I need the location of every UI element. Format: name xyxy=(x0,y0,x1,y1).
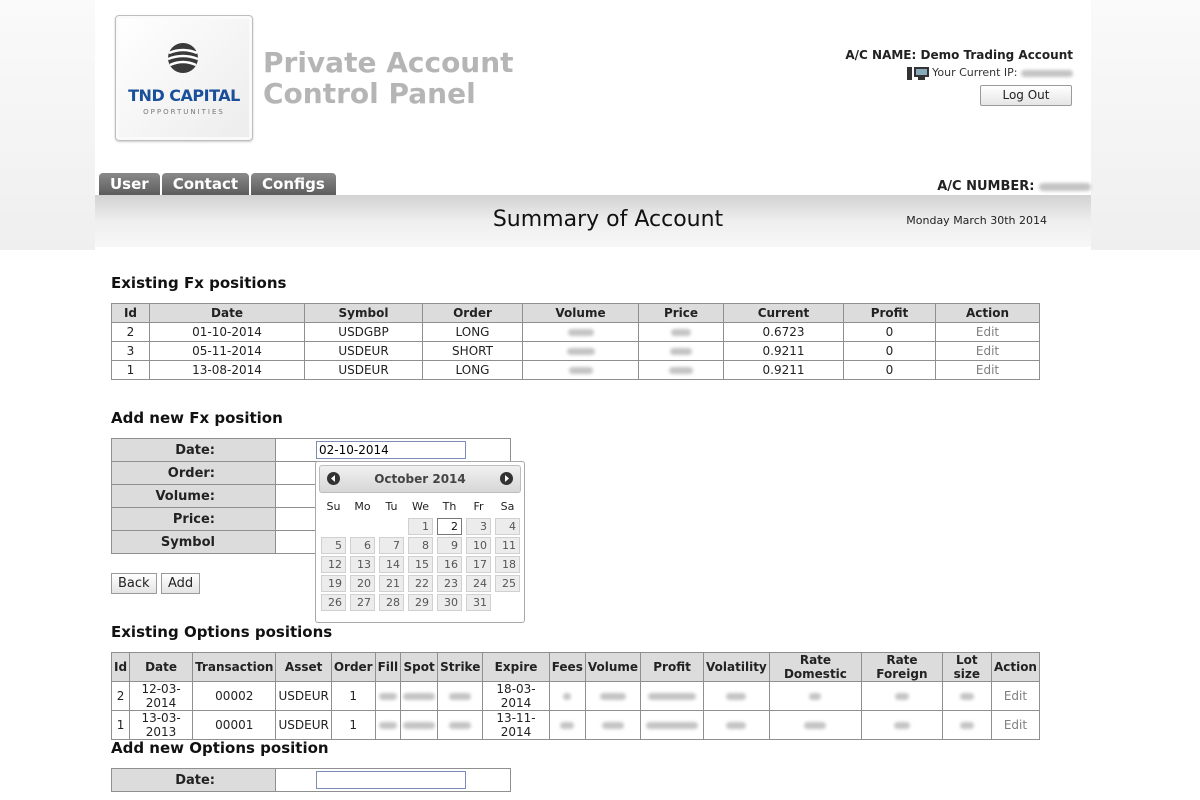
cell-redacted xyxy=(438,711,483,740)
options-date-label: Date: xyxy=(112,769,276,792)
cell-redacted xyxy=(375,682,401,711)
calendar-day[interactable]: 21 xyxy=(379,575,404,592)
datepicker-popup xyxy=(315,461,525,623)
col-expire: Expire xyxy=(483,653,549,682)
datepicker-month: October 2014 xyxy=(374,472,466,486)
calendar-day[interactable]: 28 xyxy=(379,594,404,611)
col-strike: Strike xyxy=(438,653,483,682)
cell-date: 05-11-2014 xyxy=(150,342,305,361)
col-rate-domestic: Rate Domestic xyxy=(769,653,861,682)
cell-redacted xyxy=(549,682,585,711)
calendar-day[interactable]: 20 xyxy=(350,575,375,592)
chevron-right-icon xyxy=(503,475,510,482)
cell-asset: USDEUR xyxy=(276,682,331,711)
cell-date: 01-10-2014 xyxy=(150,323,305,342)
cell-action xyxy=(936,342,1040,361)
calendar-day[interactable]: 10 xyxy=(466,537,491,554)
globe-logo-icon xyxy=(166,41,200,75)
cell-symbol: USDEUR xyxy=(305,342,423,361)
form-row-date xyxy=(112,439,511,462)
table-row xyxy=(112,682,1040,711)
cell-expire: 18-03-2014 xyxy=(483,682,549,711)
cell-price-redacted xyxy=(639,323,724,342)
options-positions-table xyxy=(111,652,1040,740)
left-margin xyxy=(0,0,95,250)
cell-redacted xyxy=(769,711,861,740)
cell-expire: 13-11-2014 xyxy=(483,711,549,740)
add-options-title: Add new Options position xyxy=(111,739,329,757)
account-name-value: Demo Trading Account xyxy=(920,48,1073,62)
col-price: Price xyxy=(639,304,724,323)
cell-symbol: USDEUR xyxy=(305,361,423,380)
table-row xyxy=(112,361,1040,380)
account-number-label: A/C NUMBER: xyxy=(937,179,1035,194)
calendar-day[interactable]: 22 xyxy=(408,575,433,592)
table-row xyxy=(112,323,1040,342)
weekday-label: Tu xyxy=(385,500,398,513)
weekday-label: Fr xyxy=(473,500,484,513)
calendar-day[interactable]: 12 xyxy=(321,556,346,573)
calendar-day[interactable]: 16 xyxy=(437,556,462,573)
fx-section-title: Existing Fx positions xyxy=(111,274,287,292)
col-order: Order xyxy=(423,304,523,323)
col-fill: Fill xyxy=(375,653,401,682)
options-date-cell xyxy=(276,769,511,792)
form-row-date xyxy=(112,769,511,792)
table-row xyxy=(112,711,1040,740)
calendar-day[interactable]: 23 xyxy=(437,575,462,592)
calendar-day[interactable]: 15 xyxy=(408,556,433,573)
next-month-button[interactable] xyxy=(500,472,513,485)
price-label: Price: xyxy=(112,508,276,531)
weekday-label: We xyxy=(412,500,429,513)
edit-link[interactable]: Edit xyxy=(975,344,1000,358)
cell-date: 13-08-2014 xyxy=(150,361,305,380)
cell-id: 3 xyxy=(112,342,150,361)
cell-redacted xyxy=(862,682,943,711)
date-label: Date: xyxy=(112,439,276,462)
logo-tagline: OPPORTUNITIES xyxy=(143,108,225,116)
options-date-input[interactable] xyxy=(316,771,466,789)
weekday-label: Th xyxy=(442,500,457,513)
cell-action xyxy=(991,711,1039,740)
cell-id: 2 xyxy=(112,682,130,711)
cell-redacted xyxy=(585,711,640,740)
fx-positions-table xyxy=(111,303,1040,380)
order-label: Order: xyxy=(112,462,276,485)
calendar-day[interactable]: 18 xyxy=(495,556,520,573)
add-options-form xyxy=(111,768,511,792)
calendar-day[interactable]: 9 xyxy=(437,537,462,554)
col-fees: Fees xyxy=(549,653,585,682)
weekday-label: Su xyxy=(326,500,341,513)
add-fx-title: Add new Fx position xyxy=(111,409,283,427)
cell-redacted xyxy=(704,711,770,740)
calendar-day[interactable]: 31 xyxy=(466,594,491,611)
cell-redacted xyxy=(862,711,943,740)
weekday-label: Mo xyxy=(354,500,371,513)
page-container xyxy=(95,0,1091,800)
cell-redacted xyxy=(401,711,438,740)
col-rate-foreign: Rate Foreign xyxy=(862,653,943,682)
date-input[interactable] xyxy=(316,441,466,459)
cell-date: 13-03-2013 xyxy=(130,711,193,740)
cell-order: 1 xyxy=(331,711,375,740)
cell-order: SHORT xyxy=(423,342,523,361)
table-header-row xyxy=(112,304,1040,323)
account-number xyxy=(937,179,1091,194)
calendar-day[interactable]: 25 xyxy=(495,575,520,592)
ip-redacted xyxy=(1021,70,1073,77)
col-lot-size: Lot size xyxy=(942,653,991,682)
col-profit: Profit xyxy=(844,304,936,323)
cell-id: 2 xyxy=(112,323,150,342)
symbol-label: Symbol xyxy=(112,531,276,554)
cell-transaction: 00001 xyxy=(193,711,276,740)
volume-label: Volume: xyxy=(112,485,276,508)
cell-price-redacted xyxy=(639,342,724,361)
add-button[interactable]: Add xyxy=(161,573,200,594)
calendar-day[interactable]: 11 xyxy=(495,537,520,554)
calendar-day[interactable]: 2 xyxy=(437,518,462,535)
calendar-day[interactable]: 27 xyxy=(350,594,375,611)
page-title: Summary of Account xyxy=(492,207,724,232)
cell-id: 1 xyxy=(112,361,150,380)
cell-symbol: USDGBP xyxy=(305,323,423,342)
calendar-day[interactable]: 19 xyxy=(321,575,346,592)
logout-button[interactable]: Log Out xyxy=(980,85,1072,106)
cell-volume-redacted xyxy=(523,342,639,361)
calendar-day[interactable]: 7 xyxy=(379,537,404,554)
cell-redacted xyxy=(438,682,483,711)
cell-order: LONG xyxy=(423,323,523,342)
account-name xyxy=(845,48,1073,62)
col-action: Action xyxy=(991,653,1039,682)
brand-title-line2: Control Panel xyxy=(263,77,476,110)
cell-action xyxy=(936,323,1040,342)
table-header-row xyxy=(112,653,1040,682)
calendar-day[interactable]: 26 xyxy=(321,594,346,611)
calendar-day[interactable]: 4 xyxy=(495,518,520,535)
col-current: Current xyxy=(724,304,844,323)
cell-redacted xyxy=(401,682,438,711)
cell-redacted xyxy=(942,711,991,740)
cell-redacted xyxy=(585,682,640,711)
calendar-day[interactable]: 3 xyxy=(466,518,491,535)
cell-profit: 0 xyxy=(844,342,936,361)
col-profit: Profit xyxy=(641,653,704,682)
cell-redacted xyxy=(375,711,401,740)
edit-link[interactable]: Edit xyxy=(1003,718,1028,732)
tab-user[interactable]: User xyxy=(99,173,160,195)
cell-redacted xyxy=(704,682,770,711)
cell-profit: 0 xyxy=(844,361,936,380)
calendar-day[interactable]: 8 xyxy=(408,537,433,554)
calendar-day[interactable]: 30 xyxy=(437,594,462,611)
col-spot: Spot xyxy=(401,653,438,682)
edit-link[interactable]: Edit xyxy=(1003,689,1028,703)
cell-redacted xyxy=(942,682,991,711)
col-date: Date xyxy=(130,653,193,682)
cell-redacted xyxy=(769,682,861,711)
cell-action xyxy=(991,682,1039,711)
col-date: Date xyxy=(150,304,305,323)
main-tabs xyxy=(99,173,336,195)
account-number-redacted xyxy=(1039,183,1091,191)
cell-redacted xyxy=(641,682,704,711)
cell-volume-redacted xyxy=(523,323,639,342)
cell-id: 1 xyxy=(112,711,130,740)
datepicker-days xyxy=(319,518,522,611)
logo-name: TND CAPITAL xyxy=(128,86,240,105)
title-bar xyxy=(95,195,1091,247)
cell-transaction: 00002 xyxy=(193,682,276,711)
tab-configs[interactable]: Configs xyxy=(251,173,336,195)
edit-link[interactable]: Edit xyxy=(975,325,1000,339)
company-logo xyxy=(115,15,253,141)
back-button[interactable]: Back xyxy=(111,573,157,594)
cell-current: 0.9211 xyxy=(724,342,844,361)
col-volume: Volume xyxy=(523,304,639,323)
col-symbol: Symbol xyxy=(305,304,423,323)
cell-redacted xyxy=(549,711,585,740)
cell-current: 0.9211 xyxy=(724,361,844,380)
account-name-label: A/C NAME: xyxy=(845,48,917,62)
calendar-day[interactable]: 17 xyxy=(466,556,491,573)
weekday-label: Sa xyxy=(500,500,515,513)
brand-title-line1: Private Account xyxy=(263,46,514,79)
calendar-day[interactable]: 13 xyxy=(350,556,375,573)
options-section-title: Existing Options positions xyxy=(111,623,333,641)
page-date: Monday March 30th 2014 xyxy=(906,214,1047,227)
cell-current: 0.6723 xyxy=(724,323,844,342)
col-asset: Asset xyxy=(276,653,331,682)
calendar-day[interactable]: 29 xyxy=(408,594,433,611)
col-id: Id xyxy=(112,304,150,323)
calendar-day[interactable]: 1 xyxy=(408,518,433,535)
cell-profit: 0 xyxy=(844,323,936,342)
brand-title xyxy=(263,47,514,109)
cell-date: 12-03-2014 xyxy=(130,682,193,711)
account-info xyxy=(845,48,1073,80)
calendar-day[interactable]: 24 xyxy=(466,575,491,592)
calendar-day[interactable]: 14 xyxy=(379,556,404,573)
col-id: Id xyxy=(112,653,130,682)
cell-order: 1 xyxy=(331,682,375,711)
calendar-day[interactable]: 6 xyxy=(350,537,375,554)
cell-asset: USDEUR xyxy=(276,711,331,740)
cell-action xyxy=(936,361,1040,380)
cell-redacted xyxy=(641,711,704,740)
table-row xyxy=(112,342,1040,361)
datepicker-header xyxy=(319,465,521,493)
calendar-day[interactable]: 5 xyxy=(321,537,346,554)
col-order: Order xyxy=(331,653,375,682)
col-transaction: Transaction xyxy=(193,653,276,682)
computer-icon xyxy=(907,67,929,80)
cell-volume-redacted xyxy=(523,361,639,380)
current-ip xyxy=(845,66,1073,80)
date-cell xyxy=(276,439,511,462)
col-action: Action xyxy=(936,304,1040,323)
edit-link[interactable]: Edit xyxy=(975,363,1000,377)
tab-contact[interactable]: Contact xyxy=(162,173,249,195)
cell-price-redacted xyxy=(639,361,724,380)
current-ip-label: Your Current IP: xyxy=(932,66,1018,79)
datepicker-weekdays xyxy=(319,500,522,513)
col-volatility: Volatility xyxy=(704,653,770,682)
cell-order: LONG xyxy=(423,361,523,380)
col-volume: Volume xyxy=(585,653,640,682)
